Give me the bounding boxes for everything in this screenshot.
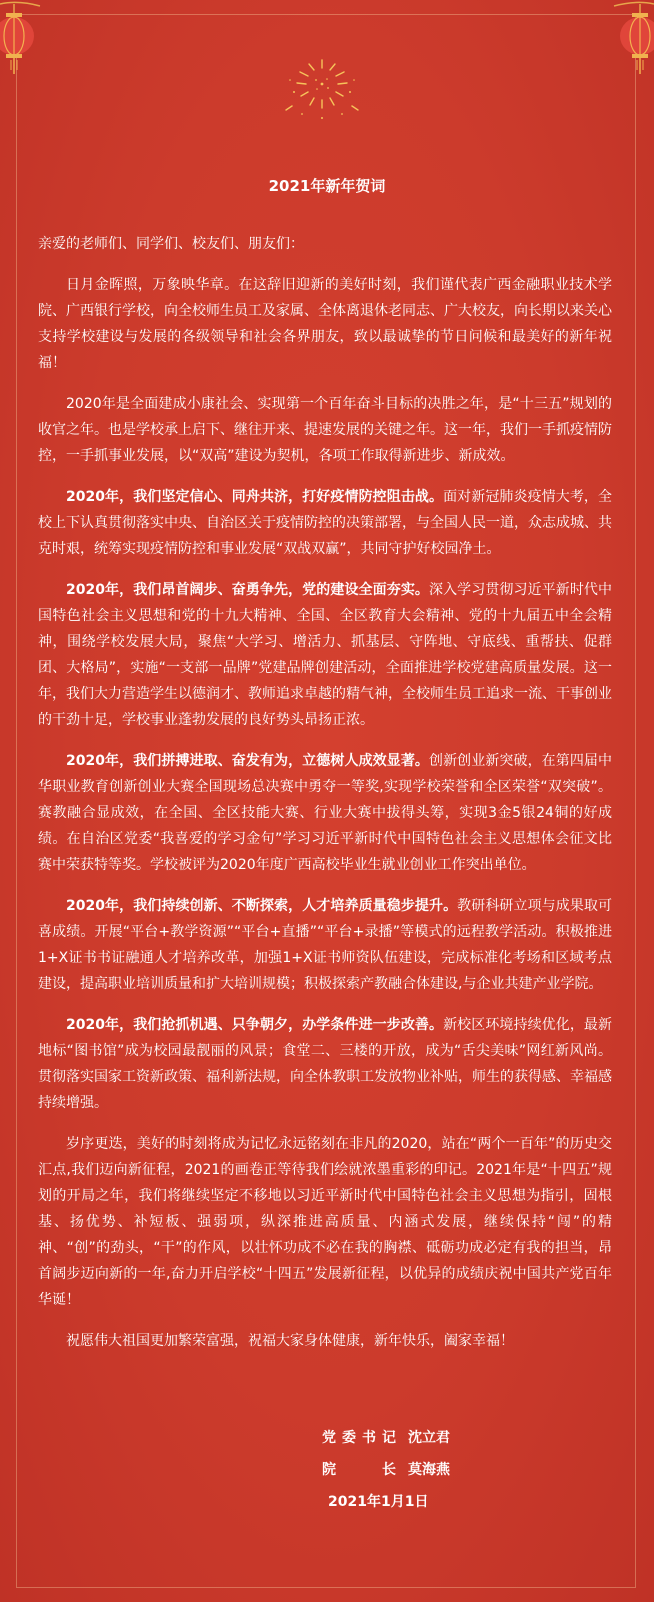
paragraph: 岁序更迭，美好的时刻将成为记忆永远铭刻在非凡的2020，站在“两个一百年”的历史交汇点,我们迈向新征程，2021的画卷正等待我们绘就浓墨重彩的印记。2021年是“十四五”规划的开局之年，我们将继续坚定不移地以习近平新时代中国特色社会主义思想为指引，固根基、扬优势、补短板、强弱项，纵深推进高质量、内涵式发展，继续保持“闯”的精神、“创”的劲头，“干”的作风，以壮怀功成不必在我的胸襟、砥砺功成必定有我的担当，昂首阔步迈向新的一年,奋力开启学校“十四五”发展新征程，以优异的成绩庆祝中国共产党百年华诞！: [38, 1136, 612, 1308]
paragraph: 2020年，我们昂首阔步、奋勇争先，党的建设全面夯实。深入学习贯彻习近平新时代中国特色社会主义思想和党的十九大精神、全国、全区教育大会精神、党的十九届五中全会精神，围绕学校发展大局，聚焦“大学习、增活力、抓基层、守阵地、守底线、重帮扶、促群团、大格局”，实施“一支部一品牌”党建品牌创建活动，全面推进学校党建高质量发展。这一年，我们大力营造学生以德润才、教师追求卓越的精气神，全校师生员工追求一流、干事创业的干劲十足，学校事业蓬勃发展的良好势头昂扬正浓。: [38, 582, 612, 728]
paragraph: 2020年，我们拼搏进取、奋发有为，立德树人成效显著。创新创业新突破，在第四届中华职业教育创新创业大赛全国现场总决赛中勇夺一等奖,实现学校荣誉和全区荣誉“双突破”。赛教融合显成效，在全国、全区技能大赛、行业大赛中拔得头筹，实现3金5银24铜的好成绩。在自治区党委“我喜爱的学习金句”学习习近平新时代中国特色社会主义思想体会征文比赛中荣获特等奖。学校被评为2020年度广西高校毕业生就业创业工作突出单位。: [38, 753, 612, 873]
secretary-role: 党 委 书 记: [322, 1430, 396, 1446]
paragraph: 2020年，我们持续创新、不断探索，人才培养质量稳步提升。教研科研立项与成果取可喜成绩。开展“平台+教学资源”“平台+直播”“平台+录播”等模式的远程教学活动。积极推进1+X证书书证融通人才培养改革，加强1+X证书师资队伍建设，完成标准化考场和区域考点建设，提高职业培训质量和扩大培训规模；积极探索产教融合体建设,与企业共建产业学院。: [38, 898, 612, 992]
paragraph: 日月金晖照，万象映华章。在这辞旧迎新的美好时刻，我们谨代表广西金融职业技术学院、广西银行学校，向全校师生员工及家属、全体离退休老同志、广大校友，向长期以来关心支持学校建设与发展的各级领导和社会各界朋友，致以最诚挚的节日问候和最美好的新年祝福！: [38, 277, 612, 371]
paragraph-lead: 2020年，我们抢抓机遇、只争朝夕，办学条件进一步改善。: [66, 1017, 444, 1033]
closing-wish: 祝愿伟大祖国更加繁荣富强，祝福大家身体健康，新年快乐，阖家幸福！: [66, 1333, 514, 1349]
signature-block: [322, 1422, 492, 1518]
secretary-name: 沈立君: [408, 1430, 450, 1446]
signature-president: [322, 1454, 492, 1486]
signature-secretary: [322, 1422, 492, 1454]
paragraph-lead: 2020年，我们坚定信心、同舟共济，打好疫情防控阻击战。: [66, 489, 444, 505]
paragraph-lead: 2020年，我们拼搏进取、奋发有为，立德树人成效显著。: [66, 753, 429, 769]
paragraph: 2020年，我们抢抓机遇、只争朝夕，办学条件进一步改善。新校区环境持续优化，最新地标“图书馆”成为校园最靓丽的风景；食堂二、三楼的开放，成为“舌尖美味”网红新风尚。贯彻落实国家工资新政策、福利新法规，向全体教职工发放物业补贴，师生的获得感、幸福感持续增强。: [38, 1017, 613, 1111]
signature-date: 2021年1月1日: [328, 1494, 429, 1510]
letter-body: [38, 231, 612, 1369]
lantern-icon: [610, 0, 654, 80]
paragraph-lead: 2020年，我们昂首阔步、奋勇争先，党的建设全面夯实。: [66, 582, 429, 598]
paragraph: 2020年是全面建成小康社会、实现第一个百年奋斗目标的决胜之年，是“十三五”规划的收官之年。也是学校承上启下、继往开来、提速发展的关键之年。这一年，我们一手抓疫情防控，一手抓事业发展，以“双高”建设为契机，各项工作取得新进步、新成效。: [38, 396, 612, 464]
president-role: 院 长: [322, 1462, 396, 1478]
paragraph-lead: 2020年，我们持续创新、不断探索，人才培养质量稳步提升。: [66, 898, 458, 914]
salutation: 亲爱的老师们、同学们、校友们、朋友们：: [38, 236, 304, 252]
president-name: 莫海燕: [408, 1462, 450, 1478]
firework-icon: [272, 56, 372, 126]
letter-title: 2021年新年贺词: [268, 177, 386, 195]
lantern-icon: [0, 0, 44, 80]
paragraph: 2020年，我们坚定信心、同舟共济，打好疫情防控阻击战。面对新冠肺炎疫情大考，全校上下认真贯彻落实中央、自治区关于疫情防控的决策部署，与全国人民一道，众志成城、共克时艰，统筹实现疫情防控和事业发展“双战双赢”，共同守护好校园净土。: [38, 489, 613, 557]
